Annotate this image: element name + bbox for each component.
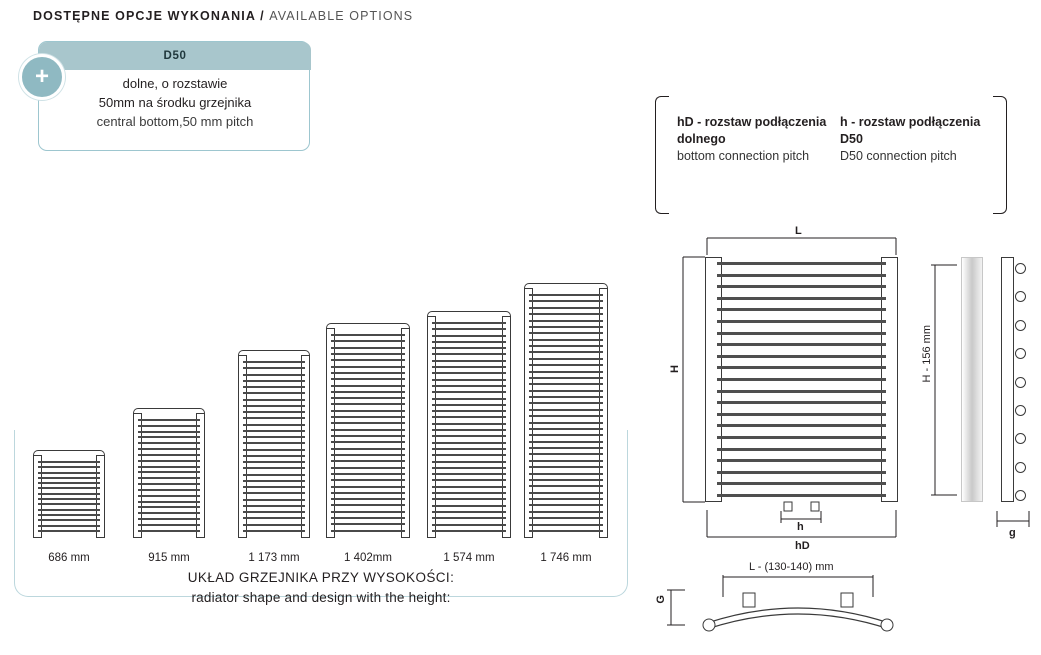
radiator-size-label: 1 402mm [344,552,392,564]
legend-title-hd: rozstaw podłączenia dolnego [677,115,827,146]
side-view-wall [961,257,983,502]
page-title [33,9,413,23]
legend-subtitle-hd: bottom connection pitch [677,149,810,163]
radiator-top-cap [133,408,205,415]
option-card-body [39,74,311,131]
legend-bracket-right [993,96,1007,214]
radiator-size-label: 1 574 mm [443,552,495,564]
radiator-drawing [427,316,511,538]
legend-key-hd: hD - [677,115,702,129]
side-view-bar-dot [1015,377,1026,388]
radiator-drawing [326,328,410,538]
side-view-bar-dot [1015,263,1026,274]
dim-label-H156: H - 156 mm [921,325,933,383]
radiator-drawing [133,413,205,538]
radiator-bars [38,461,100,532]
radiator-drawing [33,455,105,538]
side-view-bar-dot [1015,291,1026,302]
legend-key-h: h - [840,115,856,129]
size-panel-caption [14,568,628,608]
option-card-code: D50 [39,42,311,70]
option-card-d50 [38,41,310,151]
radiator-bars [432,322,506,532]
radiator-size-label: 686 mm [48,552,90,564]
dim-label-g: g [1009,527,1016,539]
radiator-size-label: 915 mm [148,552,190,564]
dim-label-h: h [797,521,804,533]
radiator-size-label: 1 173 mm [248,552,300,564]
dim-label-G: G [655,595,667,604]
size-panel-caption-en: radiator shape and design with the height: [191,590,451,605]
side-view-bar-dot [1015,405,1026,416]
option-card-line3: central bottom,50 mm pitch [96,114,254,129]
radiator-top-cap [238,350,310,357]
radiator-bars [529,294,603,532]
page-title-separator: / [260,9,265,23]
side-view [961,257,1031,502]
radiator-top-cap [427,311,511,318]
radiator-drawing [524,288,608,538]
legend-item-hd [677,114,827,165]
radiator-top-cap [524,283,608,290]
legend-item-h [840,114,990,165]
legend-block [655,96,1007,214]
dim-label-H: H [669,365,681,373]
legend-bracket-left [655,96,669,214]
side-view-bar-dot [1015,348,1026,359]
radiator-drawing [238,355,310,538]
option-card-line1: dolne, o rozstawie [122,76,228,91]
radiator-bars [243,361,305,532]
radiator-size-label: 1 746 mm [540,552,592,564]
radiator-top-cap [33,450,105,457]
size-panel-caption-pl: UKŁAD GRZEJNIKA PRZY WYSOKOŚCI: [187,570,455,585]
side-view-bar-dot [1015,433,1026,444]
page-title-pl: DOSTĘPNE OPCJE WYKONANIA [33,9,256,23]
side-view-bar-dot [1015,490,1026,501]
side-view-bar-dot [1015,462,1026,473]
plus-icon: + [19,54,65,100]
radiator-bars [138,419,200,532]
radiator-top-cap [326,323,410,330]
technical-drawing [645,225,1041,645]
legend-title-h: rozstaw podłączenia D50 [840,115,981,146]
radiator-bars [331,334,405,532]
page-title-en: AVAILABLE OPTIONS [269,9,414,23]
front-view-radiator [705,257,898,502]
front-bars [717,262,886,497]
option-card-line2: 50mm na środku grzejnika [98,95,252,110]
legend-subtitle-h: D50 connection pitch [840,149,957,163]
dim-label-hD: hD [795,540,810,552]
dim-label-L-range: L - (130-140) mm [749,561,834,573]
dim-label-L: L [795,225,802,237]
side-view-column [1001,257,1014,502]
side-view-bar-dot [1015,320,1026,331]
